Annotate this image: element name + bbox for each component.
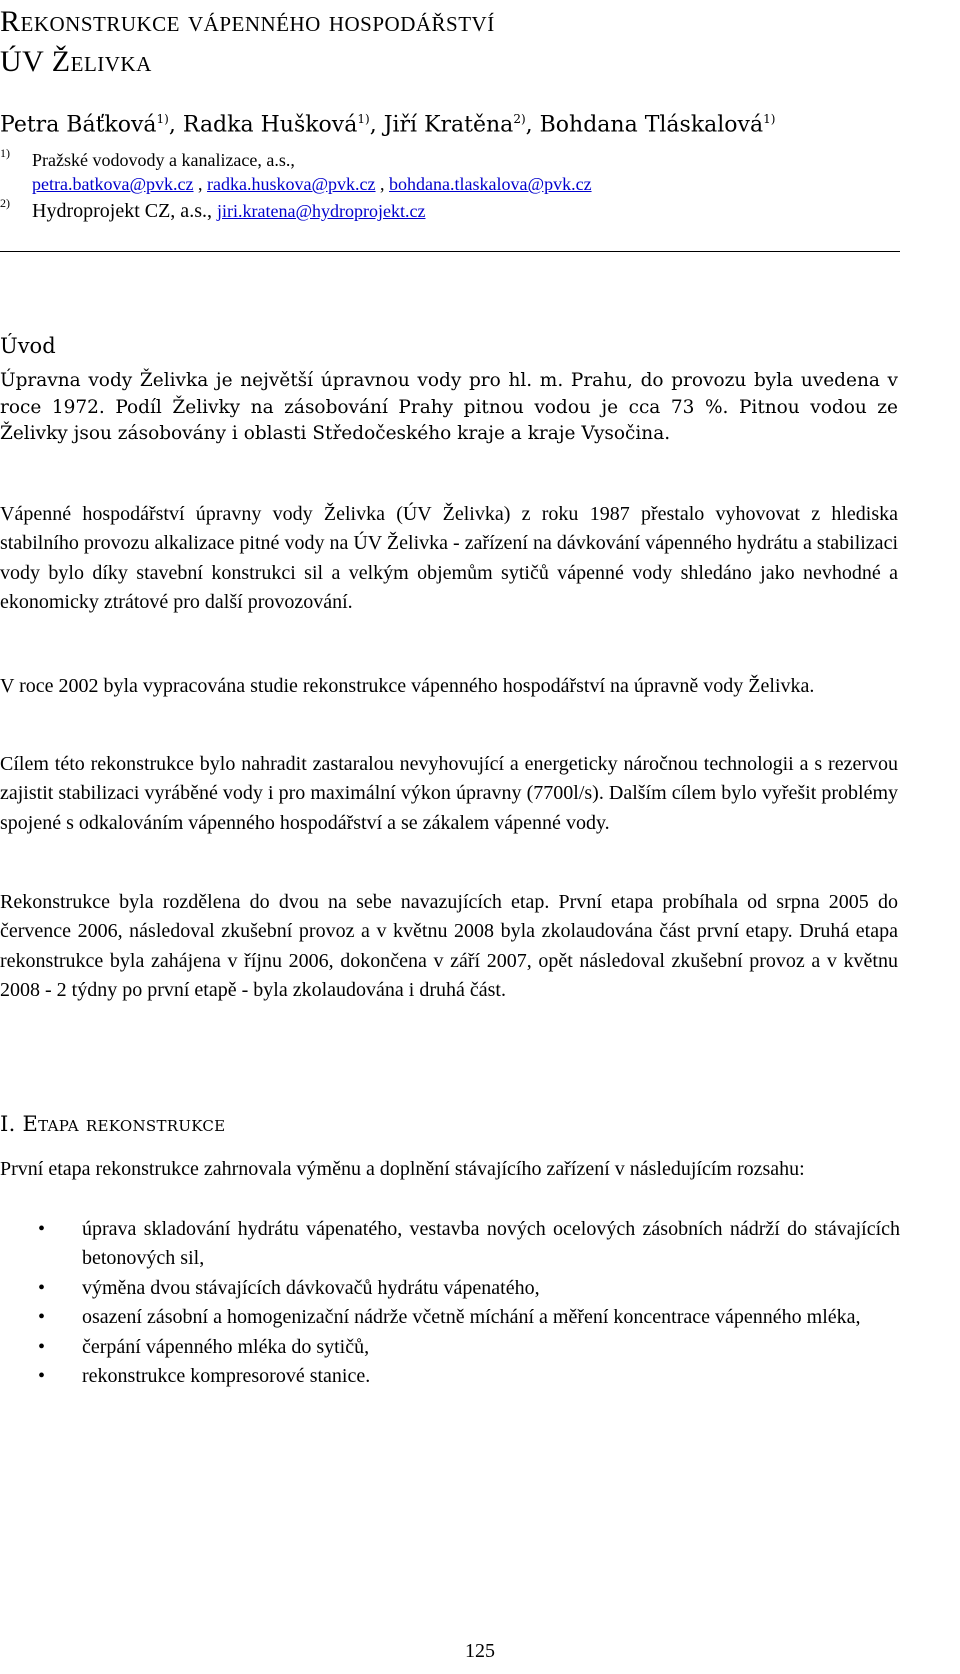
affiliation-org: Hydroprojekt CZ, a.s., — [32, 200, 212, 222]
bullet-icon: • — [38, 1335, 46, 1358]
list-item — [0, 1274, 900, 1303]
author-affiliation-mark: 2) — [513, 112, 526, 126]
author-affiliation-mark: 1) — [156, 112, 169, 126]
list-item — [0, 1215, 900, 1274]
paragraph: Cílem této rekonstrukce bylo nahradit zastaralou nevyhovující a energeticky náročnou technologii a s rezervou zajistit stabilizaci vyráběné vody i pro maximální výkon úpravny (7700l/s). Dalším cílem bylo vyřešit problémy spojené s odkalováním vápenného hospodářství a se zákalem vápenné vody. — [0, 753, 898, 834]
page-number: 125 — [465, 1640, 495, 1662]
bullet-icon: • — [38, 1276, 46, 1299]
affiliation-1-emails: petra.batkova@pvk.cz , radka.huskova@pvk.cz , bohdana.tlaskalova@pvk.cz — [32, 174, 592, 194]
email-link[interactable]: jiri.kratena@hydroprojekt.cz — [216, 201, 426, 221]
email-link[interactable]: bohdana.tlaskalova@pvk.cz — [389, 174, 592, 194]
section-heading-etapa: I. Etapa rekonstrukce — [0, 1112, 226, 1136]
list-item-text: úprava skladování hydrátu vápenatého, vestavba nových ocelových zásobních nádrží do stávajících betonových sil, — [82, 1218, 900, 1270]
affiliation-line — [32, 200, 425, 223]
section-heading-uvod: Úvod — [0, 334, 56, 358]
email-link[interactable]: radka.huskova@pvk.cz — [207, 174, 376, 194]
bullet-icon: • — [38, 1306, 46, 1329]
email-link[interactable]: petra.batkova@pvk.cz — [32, 174, 194, 194]
paragraph: V roce 2002 byla vypracována studie rekonstrukce vápenného hospodářství na úpravně vody Želivka. — [0, 675, 815, 697]
list-item — [0, 1303, 900, 1332]
list-item — [0, 1333, 900, 1362]
author-list: Petra Báťková$^{1)}$, Radka Hušková$^{1)}$, Jiří Kratěna$^{2)}$, Bohdana Tláskalová$^{1)}$ — [0, 112, 776, 138]
author-affiliation-mark: 1) — [763, 112, 776, 126]
paragraph: Vápenné hospodářství úpravny vody Želivka (ÚV Želivka) z roku 1987 přestalo vyhovovat z hlediska stabilního provozu alkalizace pitné vody na ÚV Želivka - zařízení na dávkování vápenného hydrátu a stabilizaci vody bylo díky stavební konstrukci sil a velkým objemům sytičů vápenné vody shledáno jako nevhodné a ekonomicky ztrátové pro další provozování. — [0, 503, 898, 614]
affiliation-mark: 2) — [0, 196, 10, 210]
title-line-1: Rekonstrukce vápenného hospodářství — [0, 5, 495, 38]
paper-title — [0, 2, 900, 82]
header-divider — [0, 251, 900, 252]
author-name: Petra Báťková — [0, 112, 157, 138]
bullet-icon: • — [38, 1218, 46, 1240]
bullet-icon: • — [38, 1365, 46, 1388]
list-item-text: výměna dvou stávajících dávkovačů hydrátu vápenatého, — [82, 1276, 540, 1299]
paragraph: Rekonstrukce byla rozdělena do dvou na sebe navazujících etap. První etapa probíhala od srpna 2005 do července 2006, následoval zkušební provoz a v květnu 2008 byla zkolaudována část první etapy. Druhá etapa rekonstrukce byla zahájena v říjnu 2006, dokončena v září 2007, opět následoval zkušební provoz a v květnu 2008 - 2 týdny po první etapě - byla zkolaudována i druhá část. — [0, 891, 898, 1002]
list-item-text: osazení zásobní a homogenizační nádrže včetně míchání a měření koncentrace vápenného mléka, — [82, 1306, 861, 1329]
paragraph: Úpravna vody Želivka je největší úpravnou vody pro hl. m. Prahu, do provozu byla uvedena v roce 1972. Podíl Želivky na zásobování Prahy pitnou vodou je cca 73 %. Pitnou vodou ze Želivky jsou zásobovány i oblasti Středočeského kraje a kraje Vysočina. — [0, 370, 898, 444]
author-name: Bohdana Tláskalová — [539, 112, 764, 138]
paragraph: První etapa rekonstrukce zahrnovala výměnu a doplnění stávajícího zařízení v následujícím rozsahu: — [0, 1158, 805, 1180]
affiliation-org: Pražské vodovody a kanalizace, a.s., — [32, 150, 295, 170]
list-item-text: rekonstrukce kompresorové stanice. — [82, 1365, 371, 1388]
author-name: Jiří Kratěna — [383, 112, 514, 138]
bullet-list — [0, 1215, 900, 1391]
list-item — [0, 1362, 900, 1391]
title-line-2: ÚV Želivka — [0, 45, 152, 78]
author-affiliation-mark: 1) — [357, 112, 370, 126]
author-name: Radka Hušková — [182, 112, 358, 138]
affiliation-mark: 1) — [0, 146, 10, 160]
list-item-text: čerpání vápenného mléka do sytičů, — [82, 1335, 370, 1358]
